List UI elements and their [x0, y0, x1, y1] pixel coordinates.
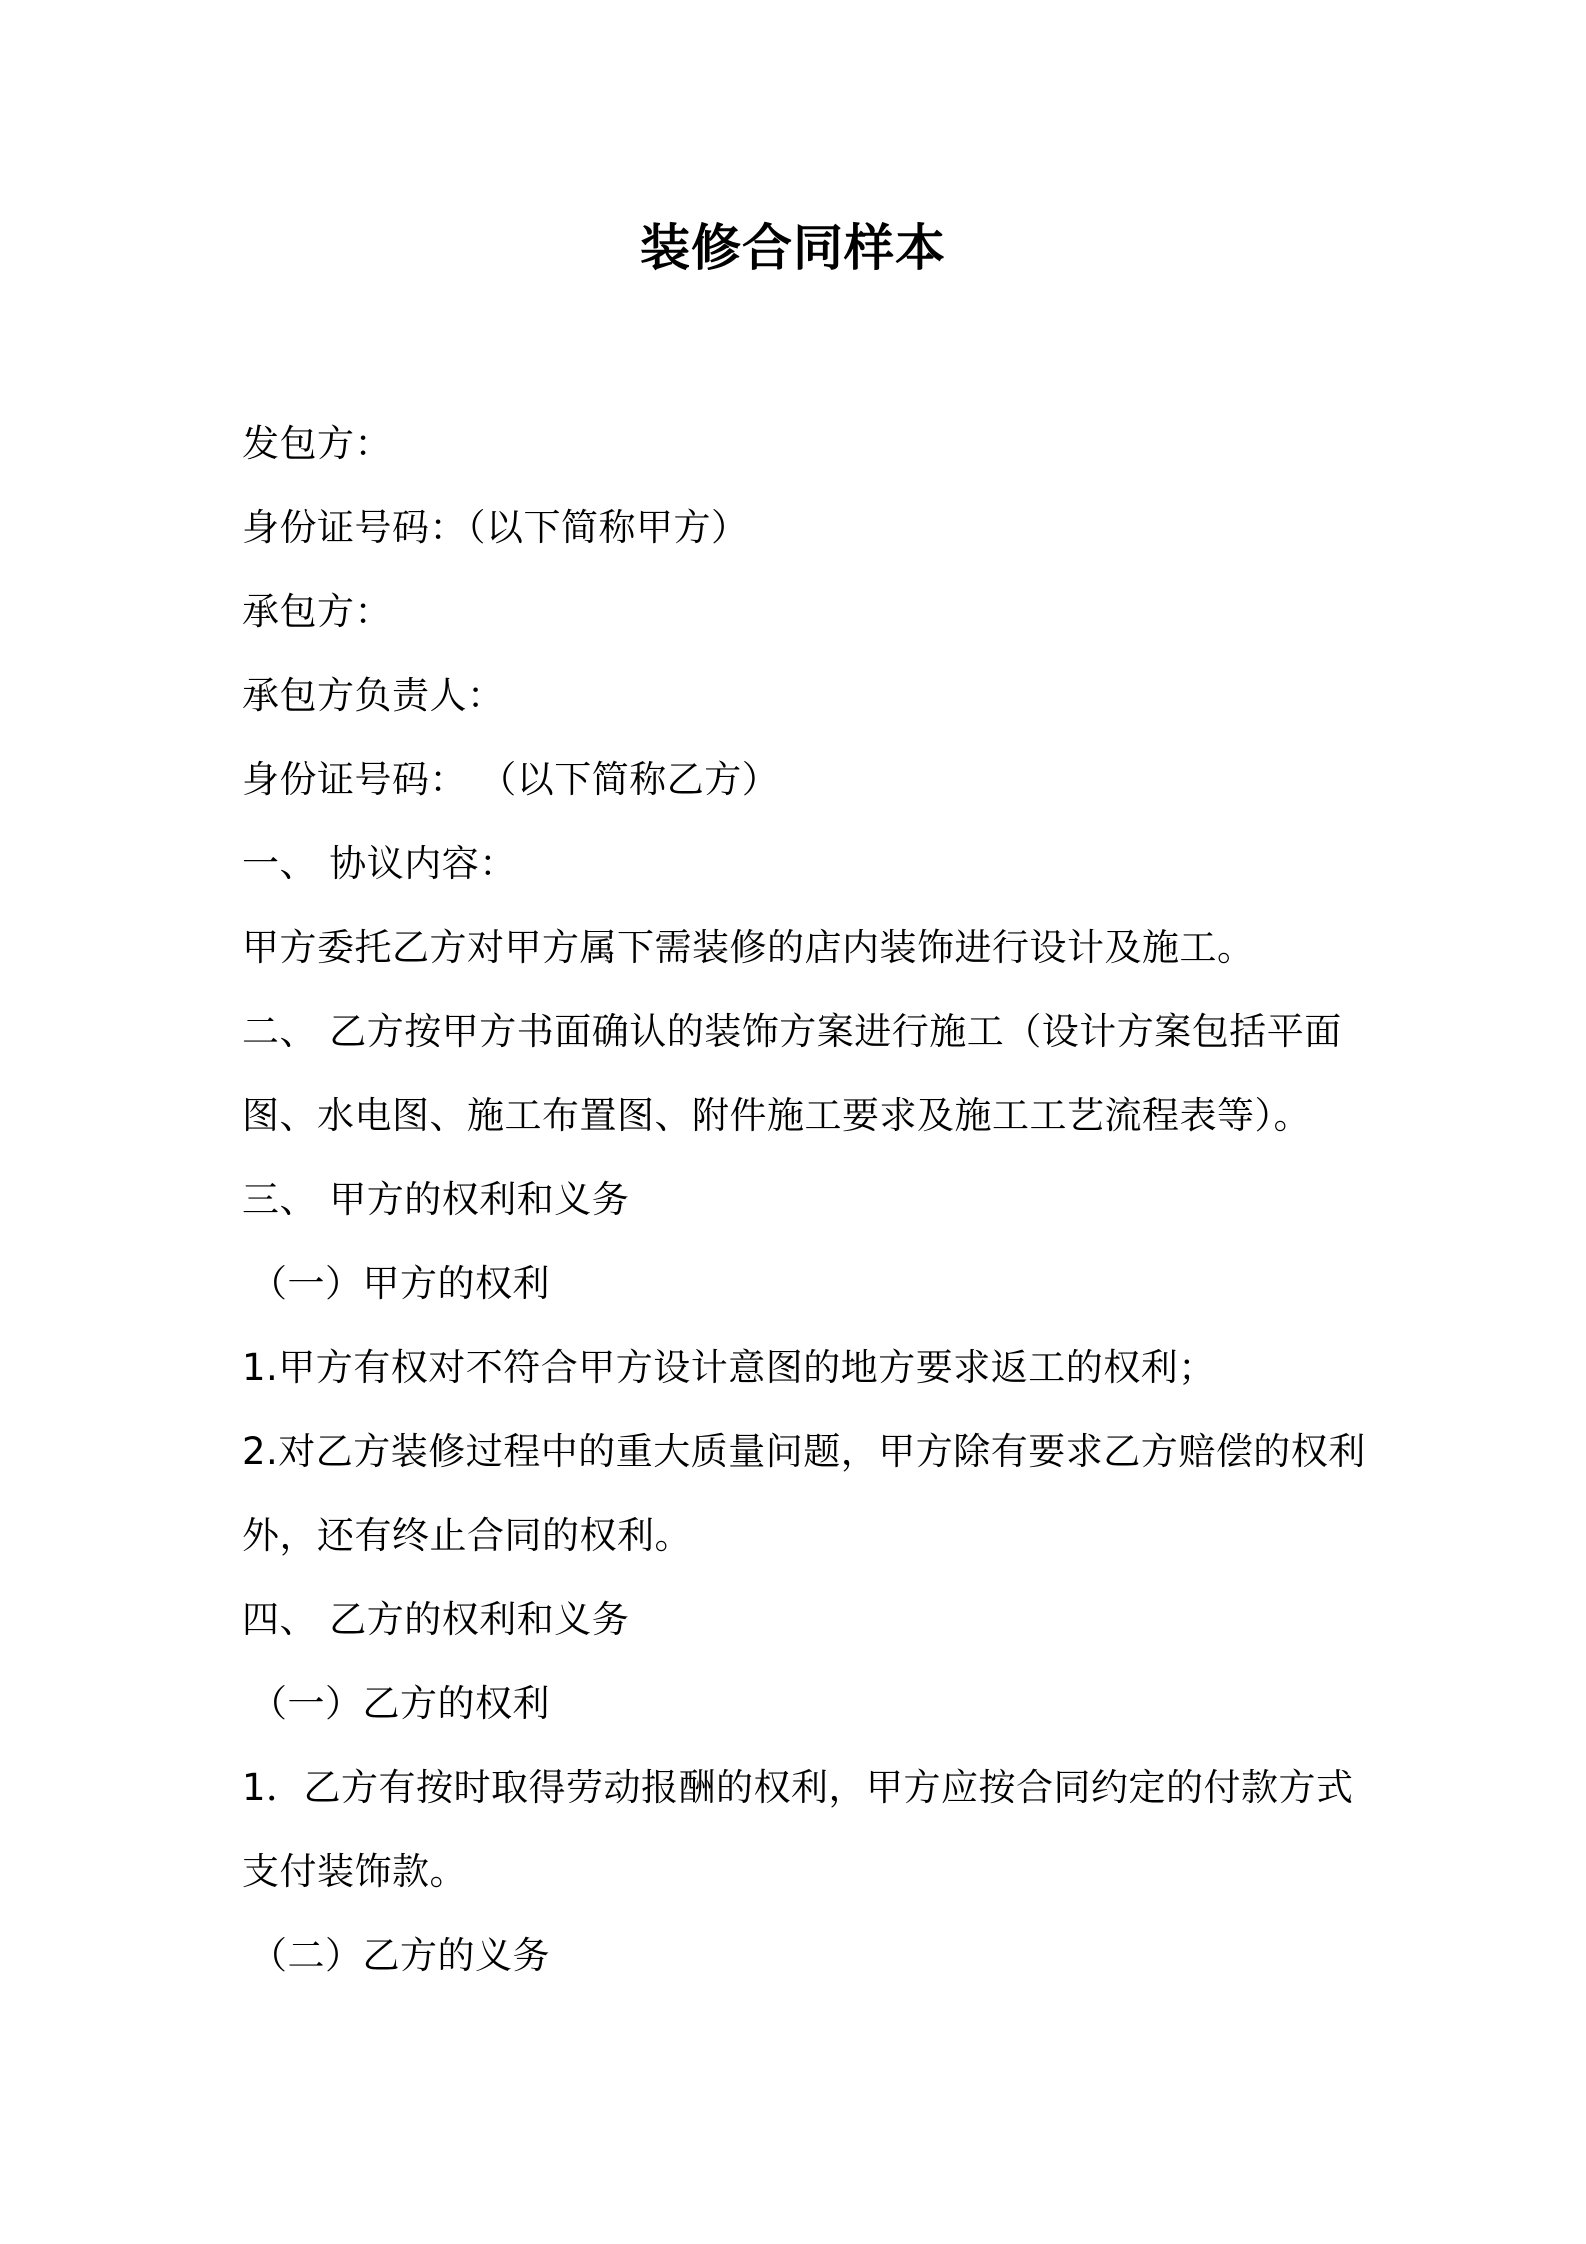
party-b-representative-line: 承包方负责人： [242, 674, 505, 717]
party-a-line: 发包方： [242, 422, 392, 465]
paragraph-line: 甲方委托乙方对甲方属下需装修的店内装饰进行设计及施工。 [242, 926, 1255, 969]
party-b-line: 承包方： [242, 590, 392, 633]
paragraph-line: 支付装饰款。 [242, 1850, 467, 1893]
subsection-heading: （一）甲方的权利 [250, 1262, 550, 1305]
section-heading-3: 三、 甲方的权利和义务 [242, 1178, 630, 1221]
document-title: 装修合同样本 [640, 219, 946, 277]
document-body [242, 402, 1372, 1998]
paragraph-line: 外，还有终止合同的权利。 [242, 1514, 692, 1557]
section-heading-1: 一、 协议内容： [242, 842, 517, 885]
list-item: 1．乙方有按时取得劳动报酬的权利，甲方应按合同约定的付款方式 [242, 1766, 1354, 1809]
section-heading-4: 四、 乙方的权利和义务 [242, 1598, 630, 1641]
subsection-heading: （二）乙方的义务 [250, 1934, 550, 1977]
list-item: 2.对乙方装修过程中的重大质量问题，甲方除有要求乙方赔偿的权利 [242, 1430, 1366, 1473]
paragraph-line: 图、水电图、施工布置图、附件施工要求及施工工艺流程表等）。 [242, 1094, 1311, 1137]
section-heading-2: 二、 乙方按甲方书面确认的装饰方案进行施工（设计方案包括平面 [242, 1010, 1342, 1053]
party-a-id-line: 身份证号码：（以下简称甲方） [242, 506, 749, 549]
party-b-id-line: 身份证号码： （以下简称乙方） [242, 758, 780, 801]
subsection-heading: （一）乙方的权利 [250, 1682, 550, 1725]
list-item: 1.甲方有权对不符合甲方设计意图的地方要求返工的权利； [242, 1346, 1216, 1389]
